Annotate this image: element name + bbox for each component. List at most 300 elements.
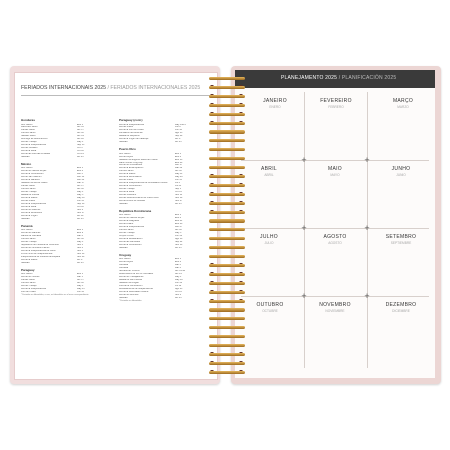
holiday-date: Abr 18 [175,170,182,173]
month-january[interactable] [255,98,295,109]
spiral-coil [209,299,245,305]
holiday-name: Día de San Valentín [21,176,42,179]
holiday-date: Mar 3 [175,264,181,267]
holiday-date: Ene 6 [175,261,182,264]
holiday-date: Ago 25 [175,287,183,290]
holiday-name: Navidad [119,141,128,144]
holiday-name: Año Nuevo [119,152,131,155]
holiday-name: Día de las Mercedes [119,240,141,243]
holiday-name: Año Nuevo [21,123,33,126]
spiral-coil [209,112,245,118]
holiday-name: Día de Reyes [119,261,133,264]
holidays-title [21,85,211,91]
spiral-wire [209,175,245,178]
spiral-coil [209,236,245,242]
holiday-name: Día del Padre [21,199,36,202]
holiday-name: Jueves Santo [21,129,35,132]
spiral-wire [209,344,245,347]
holidays-column-right [119,115,207,302]
holiday-name: Día del Soldado [21,147,38,150]
month-name-pt: JANEIRO [263,98,287,104]
holiday-name: Independencia de Panamá de España [21,255,61,258]
holiday-name: Paz del Chaco [21,290,36,293]
holiday-name: Día de los Difuntos [119,293,139,296]
holiday-name: Navidad * [21,217,31,220]
month-name-pt: DEZEMBRO [385,302,417,308]
month-august[interactable] [315,234,355,245]
holiday-name: Fundación de Asunción [119,132,143,135]
spiral-coil [209,272,245,278]
holiday-date: May 1 [77,191,84,194]
spiral-coil [209,370,245,376]
holiday-date: May 1 [77,141,84,144]
holiday-name: Natalicio de Eugenio María de Hostos [119,158,158,161]
holiday-name: Día de la Revolución * [21,211,44,214]
month-name-es: DICIEMBRE [392,308,410,313]
spiral-wire [209,113,245,116]
holiday-date: Abr 18 [77,237,84,240]
holiday-name: Declaratoria de la Independencia * [119,287,155,290]
holiday-name: Día de los Símbolos Patrios [21,246,50,249]
holiday-date: Ene 26 [175,223,183,226]
spiral-wire [209,77,245,80]
holiday-note: * Feriados no laborables, o sea, no laborables en el mes correspondiente. [21,293,90,296]
holiday-date: Mar 1 [77,275,83,278]
spiral-coil [209,156,245,162]
holiday-date: Mar 17 [77,182,85,185]
spiral-wire [209,335,245,338]
holiday-date: Dic 25 [175,296,182,299]
holiday-date: Ene 21 [175,220,183,223]
month-name-pt: MARÇO [392,98,414,104]
spiral-wire [209,86,245,89]
grid-plus-icon: + [364,291,370,301]
spiral-wire [209,308,245,311]
spiral-coil [209,129,245,135]
spiral-wire [209,255,245,258]
country-heading: Honduras [21,118,36,122]
spiral-wire [209,282,245,285]
spiral-binding [209,76,245,381]
holiday-date: Dic 8 [77,258,83,261]
holiday-date: Nov 3 [77,243,84,246]
holiday-date: May 1 [77,284,84,287]
holiday-date: Abr 18 [77,188,84,191]
holiday-date: Oct 13 [175,290,182,293]
holiday-name: Día de la Madre [21,196,38,199]
month-november[interactable] [311,302,359,313]
grid-plus-icon: + [301,223,307,233]
holiday-date: Nov 28 [77,255,85,258]
month-september[interactable] [379,234,423,245]
holiday-name: Natalicio de Benito Juárez * [21,182,50,185]
holiday-name: Año Nuevo * [21,167,34,170]
planning-title-es: PLANIFICACIÓN 2025 [341,75,397,81]
month-name-es: MAYO [330,172,340,177]
grid-line-horizontal [241,296,429,297]
holiday-name: Día de la Madre [21,258,38,261]
holidays-column-left [21,115,109,297]
holiday-date: Abr 19 [77,135,84,138]
holiday-date: Feb 24 [77,179,85,182]
holiday-date: Nov 4 [77,246,84,249]
holiday-name: Día de la Madre [119,173,136,176]
spiral-wire [209,211,245,214]
spiral-coil [209,245,245,251]
holiday-name: Día del Padre [119,126,134,129]
spiral-coil [209,325,245,331]
grid-line-horizontal [241,160,429,161]
holiday-date: Ago 16 [175,237,183,240]
month-name-pt: JULHO [260,234,278,240]
spiral-wire [209,237,245,240]
grid-line-horizontal [241,228,429,229]
holiday-row [21,262,109,265]
planning-title-separator: / [337,75,342,81]
holiday-date: May 15 [77,287,85,290]
holiday-name: Día de la Independencia [119,226,144,229]
spiral-coil [209,76,245,82]
country-heading: Puerto Rico [119,147,136,152]
grid-plus-icon: + [301,291,307,301]
holiday-date: Feb 27 [175,226,183,229]
holiday-name: Día del Descubrimiento de Puerto Rico [119,196,159,199]
holiday-name: Día de los Santos Reyes [21,170,47,173]
holiday-name: Corpus Christi [119,235,134,237]
spiral-coil [209,352,245,358]
holiday-date: Abr 16 [77,126,84,129]
spiral-coil [209,227,245,233]
month-name-pt: FEVEREIRO [320,98,352,104]
month-name-pt: SETEMBRO [385,234,417,240]
holidays-title-separator: / [106,85,111,91]
spiral-wire [209,317,245,320]
holiday-date: Ene 1 [77,167,84,170]
spiral-coil [209,263,245,269]
spiral-wire [209,371,245,374]
holiday-row [119,141,207,144]
holiday-date: Abr 17 [77,129,84,132]
month-name-es: OCTUBRE [262,308,278,313]
holiday-name: Batalla de Boquerón [119,135,140,138]
holiday-date: Ene 1 [175,258,182,261]
planning-title-pt: PLANEJAMENTO 2025 [281,75,338,81]
country-heading: Paraguay [21,267,35,272]
holiday-name: Jura de la Constitución * [119,284,144,287]
holiday-name: Primer Grito de Independencia [21,252,53,255]
holiday-name: Día de la Paz del Chaco [119,129,144,132]
holiday-name: Día de la Independencia [21,287,46,290]
holiday-date: May 11 [175,173,183,176]
holiday-date: Sep 29 [175,135,183,138]
spiral-wire [209,184,245,187]
holiday-date: Feb 14 [77,176,85,179]
spiral-coil [209,218,245,224]
holiday-name: Día de la Bandera [21,179,40,182]
holiday-name: Viernes Santo [119,229,134,232]
holiday-date: Nov 17 [77,211,85,214]
holiday-row [21,218,109,221]
holiday-name: Domingo de Resurrección [21,138,48,141]
holiday-name: Día de los Presidentes [119,164,143,167]
holiday-name: Año Nuevo [119,214,131,217]
holiday-date: Mar 4 [175,267,181,270]
holiday-row [119,203,207,206]
holiday-date: Dic 25 [77,261,84,264]
holiday-name: Día de la Constitución [119,185,142,188]
spiral-coil [209,174,245,180]
spiral-wire [209,157,245,160]
holiday-name: Viernes Santo [119,170,134,173]
month-name-es: ENERO [269,104,281,109]
holiday-date: Ene 6 [175,217,182,220]
month-june[interactable] [381,166,421,177]
spiral-wire [209,166,245,169]
holiday-date: Oct 12 [77,150,84,153]
holiday-date: May 19 [175,278,183,281]
holiday-name: Día del Trabajo [21,240,37,243]
holiday-name: Año Nuevo [21,273,33,276]
month-october[interactable] [247,302,293,313]
holiday-name: Día de Duarte [119,223,134,226]
holiday-date: Ene 6 [77,170,84,173]
holiday-date: Jun 12 [77,290,84,293]
holiday-name: Jueves Santo [21,278,35,281]
spiral-coil [209,165,245,171]
month-april[interactable] [247,166,291,177]
holiday-name: Día de los Santos Reyes [119,217,145,220]
month-name-pt: JUNHO [391,166,411,172]
holiday-date: Sep 24 [175,240,183,243]
holiday-note: * Feriados no laborables [119,299,142,302]
holiday-date: Oct 3 [77,147,83,150]
holiday-name: Natalicio de Artigas [119,281,139,284]
holiday-name: Día de la Constitución * [21,173,46,176]
holiday-name: Día de la Independencia [119,123,144,126]
holiday-name: Día de la Virgen de Caacupé [119,138,149,141]
holiday-date: Jul 4 [175,182,180,185]
holiday-date: Dic 25 [175,202,182,205]
spiral-wire [209,122,245,125]
holiday-date: May 26 [175,176,183,179]
holiday-name: Día de la Constitución [119,243,142,246]
holiday-name: Año Nuevo * [119,258,132,261]
holiday-name: Año Nuevo [21,229,33,232]
holiday-date: Jun 19 [175,281,182,284]
holiday-date: Dic 25 [77,155,84,158]
holidays-title-es: FERIADOS INTERNACIONALES 2025 [110,85,201,91]
holiday-date: Dic 25 [175,246,182,249]
holiday-name: Día de los Trabajadores * [119,275,145,278]
holiday-name: Día de los Muertos [21,208,41,211]
month-name-pt: OUTUBRO [256,302,284,308]
holiday-date: Mar 22 [175,167,183,170]
month-may[interactable] [315,166,355,177]
holiday-date: Oct 12 [77,205,84,208]
holiday-date: Sep 1 [175,188,182,191]
planning-header [235,70,435,88]
holiday-date: Jun 15 [77,199,84,202]
spiral-wire [209,300,245,303]
country-heading: Paraguay (cont.) [119,118,143,122]
holiday-date: Nov 27 [175,199,183,202]
holiday-name: Día de la Raza [21,150,37,153]
spiral-coil [209,210,245,216]
country-heading: México [21,161,32,166]
holiday-name: Día de la Recordación [119,176,142,179]
month-december[interactable] [377,302,425,313]
country-heading: Uruguay [119,252,132,257]
holiday-name: Día de la Raza [21,205,37,208]
spiral-wire [209,353,245,356]
holiday-date: Mar 4 [77,235,83,237]
spiral-coil [209,103,245,109]
grid-plus-icon: + [364,223,370,233]
holiday-date: Nov 2 [175,293,182,296]
holiday-name: Día del Veterano [119,194,137,197]
month-name-es: JUNIO [396,172,406,177]
holidays-title-rule [21,95,211,96]
month-name-es: FEBRERO [328,104,344,109]
holiday-name: Semana de Turismo [119,270,140,273]
spiral-wire [209,219,245,222]
spiral-coil [209,343,245,349]
holiday-name: Batalla de Las Piedras [119,278,142,281]
holiday-date: Ene 13 [175,158,183,161]
holiday-date: Nov 11 [175,194,183,197]
spiral-coil [209,307,245,313]
month-name-pt: MAIO [328,166,342,172]
holiday-name: Carnaval [119,264,129,267]
spiral-coil [209,94,245,100]
holiday-name: Martin Luther King Day [119,161,143,164]
holiday-date: Nov 10 [77,252,85,255]
holiday-date: Jun 8 [175,126,181,129]
holiday-name: Día de la Altagracia [119,220,139,223]
spiral-wire [209,104,245,107]
holiday-name: Día del Trabajo * [21,191,39,194]
holiday-name: Navidad [21,155,30,158]
holiday-date: Ene 1 [77,123,84,126]
holiday-date: Ene 1 [175,152,182,155]
spiral-wire [209,139,245,142]
holiday-date: Ene 1 [77,229,84,232]
holiday-date: Abr 18 [77,281,84,284]
month-name-es: NOVIEMBRE [325,308,345,313]
month-name-pt: ABRIL [261,166,277,172]
spiral-wire [209,326,245,329]
spiral-coil [209,334,245,340]
holiday-name: Navidad [119,246,128,249]
holiday-date: May 5 [175,232,182,235]
holiday-date: Jul 18 [175,284,182,287]
month-march[interactable] [385,98,421,109]
month-name-es: JULIO [264,240,274,245]
holiday-name: Día del Trabajo [119,232,135,235]
country-heading: Panamá [21,223,33,228]
holiday-date: Ago 15 [175,132,183,135]
holiday-date: Sep 15 [77,144,85,147]
holiday-date: Jun 15 [175,179,182,182]
holiday-date: Nov 10 [175,243,183,246]
holiday-name: Desembarco de los 33 Orientales [119,273,154,276]
holiday-name: Día de la Independencia de los Estados Unidos [119,182,168,185]
holiday-name: Día de la Virgen [21,214,38,217]
holiday-date: Feb 17 [175,164,183,167]
holiday-name: Viernes Santo [21,132,36,135]
spiral-coil [209,316,245,322]
holiday-name: Día de la Emancipación [119,167,144,170]
holiday-date: May 10 [77,196,85,199]
holiday-date: Ene 1 [77,273,84,276]
holiday-date: Ene 6 [175,155,182,158]
holiday-date: Nov 19 [175,196,183,199]
spiral-wire [209,228,245,231]
holiday-name: Día de la Raza [119,191,135,194]
holiday-name: Martes de Carnaval [21,235,42,237]
holiday-name: Día de las Fuerzas Armadas [21,153,50,156]
holiday-name: Navidad [21,261,30,264]
holiday-date: Abr 17 [77,185,84,188]
spiral-coil [209,290,245,296]
holiday-date: Ene 20 [175,161,183,164]
holiday-date: Abr 18 [175,229,182,232]
holiday-date: Abr 20 [77,138,84,141]
month-name-es: AGOSTO [328,240,342,245]
holiday-name: Día de los Mártires [21,232,41,235]
month-july[interactable] [247,234,291,245]
spiral-wire [209,246,245,249]
holiday-date: Nov 5 [77,249,84,252]
holiday-name: Separación de Panamá de Colombia [21,243,59,246]
country-heading: República Dominicana [119,208,152,213]
grid-plus-icon: + [301,155,307,165]
holiday-name: Navidad * [119,296,129,299]
grid-plus-icon: + [364,155,370,165]
holiday-date: Dic 8 [175,138,181,141]
planning-page [235,70,435,378]
spiral-wire [209,193,245,196]
holiday-name: Día de Acción de Gracias [119,199,145,202]
spiral-coil [209,147,245,153]
holiday-name: Miércoles Santo [21,126,38,129]
holiday-date: Ene 9 [77,232,84,235]
holiday-name: Viernes Santo [21,281,36,284]
holiday-date: Abr 18 [77,132,84,135]
holidays-title-pt: FERIADOS INTERNACIONAIS 2025 [21,85,107,91]
spiral-coil [209,361,245,367]
month-name-es: ABRIL [264,172,274,177]
spiral-wire [209,95,245,98]
holiday-name: Día del Trabajo [21,284,37,287]
holiday-date: May 14/15 [175,123,186,126]
holiday-name: Jueves Santo [21,185,35,188]
holiday-name: Viernes Santo [21,237,36,240]
month-february[interactable] [317,98,355,109]
spiral-wire [209,148,245,151]
spiral-coil [209,254,245,260]
holiday-date: Ene 1 [175,214,182,217]
spiral-coil [209,183,245,189]
holiday-date: May 1 [77,240,84,243]
spiral-wire [209,130,245,133]
spiral-coil [209,192,245,198]
holiday-name: Carnaval [119,267,129,270]
spiral-wire [209,362,245,365]
spiral-coil [209,201,245,207]
month-name-es: MARZO [397,104,409,109]
holiday-date: May 1 [175,275,182,278]
